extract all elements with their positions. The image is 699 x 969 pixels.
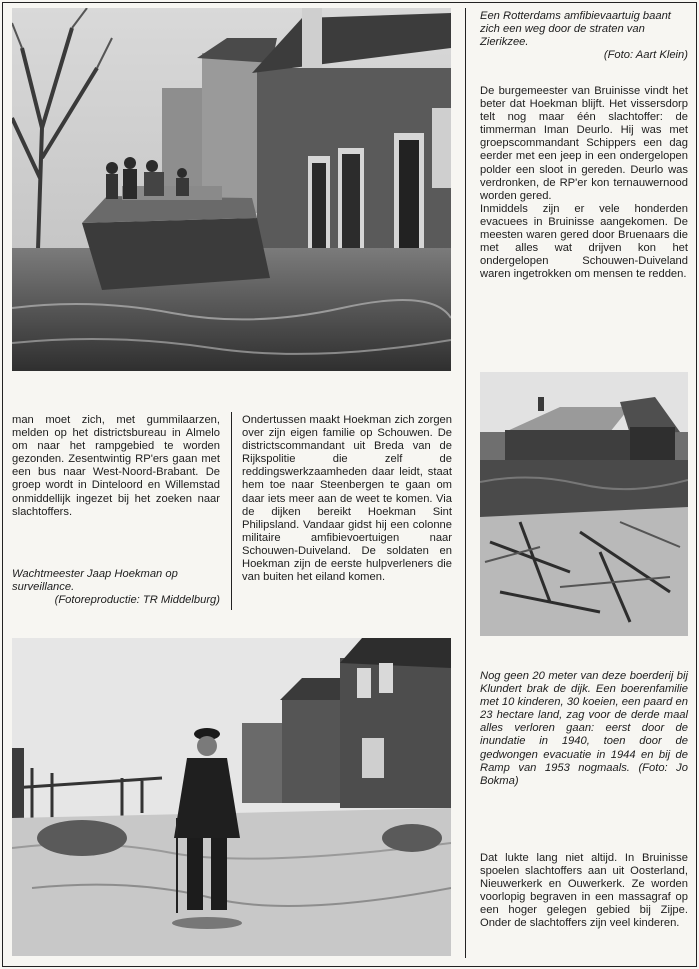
photo-flooded-farmhouse <box>480 372 688 636</box>
caption-rotterdam <box>480 10 688 62</box>
photo-hoekman-surveillance <box>12 638 451 956</box>
caption-rotterdam-credit: (Foto: Aart Klein) <box>603 49 688 62</box>
caption-boerderij-text: Nog geen 20 meter van deze boerderij bij Klundert brak de dijk. Een boerenfamilie met 10 kinderen, 30 koeien, een paard en 23 hectare land, zag voor de derde maal alles verloren gaan: eerst door de inundatie in 1940, toen door de gedwongen evacuatie in 1944 en bij de Ramp van 1953 nogmaals. <box>480 670 688 774</box>
paragraph: man moet zich, met gummilaarzen, melden op het districtsbureau in Almelo om naar het rampgebied te worden gezonden. Zesentwintig RP'ers gaan met een bus naar West-Noord-Brabant. De groep wordt in Dinteloord en Willemstad onmiddellijk ingezet bij het zoeken naar slachtoffers. <box>12 414 220 518</box>
article-right-bottom <box>480 852 688 931</box>
caption-boerderij-credit: (Foto: Jo Bokma) <box>480 761 688 787</box>
caption-hoekman <box>12 568 220 607</box>
paragraph: Ondertussen maakt Hoekman zich zorgen over zijn eigen familie op Schouwen. De districtscommandant uit Breda van de Rijkspolitie die zelf de reddingswerkzaamheden daar leidt, staat hem toe naar Steenbergen te gaan om daar iets meer aan de weet te komen. Via de dijken bereikt Hoekman Sint Philipsland. Vandaar gidst hij een colonne militaire amfibievoertuigen naar Schouwen-Duiveland. De soldaten en Hoekman zijn de eerste hulpverleners die van buiten het eiland komen. <box>242 414 452 584</box>
caption-hoekman-text: Wachtmeester Jaap Hoekman op surveillance. <box>12 568 178 594</box>
column-rule <box>465 8 466 958</box>
paragraph: Inmiddels zijn er vele honderden evacuees in Bruinisse aangekomen. De meesten waren gered door Bruenaars die met alles wat drijven kon het ondergelopen Schouwen-Duiveland waren ingetrokken om mensen te redden. <box>480 202 688 281</box>
paragraph: De burgemeester van Bruinisse vindt het beter dat Hoekman blijft. Het vissersdorp telt nog maar één slachtoffer: de timmerman Iman Deurlo. Hij was met groepscommandant Schippers een dag eerder met een jeep in een ondergelopen polder een sloot in gereden. Deurlo was verdronken, de RP'er kon ternauwernood worden gered. <box>480 85 688 202</box>
column-rule <box>231 412 232 610</box>
article-right-top <box>480 85 688 281</box>
article-left-column <box>12 414 220 519</box>
caption-hoekman-credit: (Fotoreproductie: TR Middelburg) <box>54 594 220 607</box>
photo-amphibious-vehicle <box>12 8 451 371</box>
paragraph: Dat lukte lang niet altijd. In Bruinisse spoelen slachtoffers aan uit Oosterland, Nieuwerkerk en Ouwerkerk. Ze worden voorlopig begraven in een massagraf op een hoger gelegen gebied bij Zijpe. Onder de slachtoffers zijn veel kinderen. <box>480 852 688 930</box>
caption-boerderij <box>480 670 688 788</box>
article-middle-column <box>242 414 452 584</box>
caption-rotterdam-text: Een Rotterdams amfibievaartuig baant zich een weg door de straten van Zierikzee. <box>480 10 671 49</box>
